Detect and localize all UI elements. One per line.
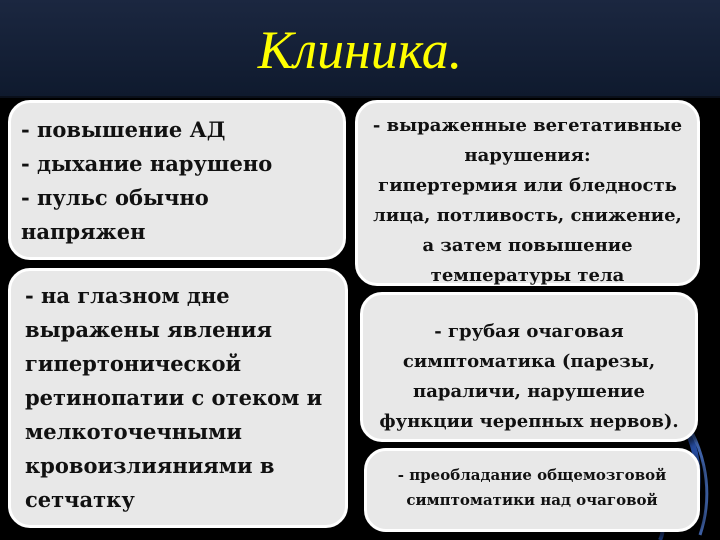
- symptoms-card-focal: - грубая очаговая симптоматика (парезы, параличи, нарушение функции черепных нервов).: [360, 292, 698, 442]
- slide-title: Клиника.: [257, 20, 463, 80]
- title-bar: [0, 0, 720, 98]
- symptoms-card-blood-pressure: - повышение АД - дыхание нарушено - пульс обычно напряжен: [8, 100, 346, 260]
- symptoms-card-general-cerebral: - преобладание общемозговой симптоматики над очаговой: [364, 448, 700, 532]
- symptoms-card-retinopathy: - на глазном дне выражены явления гипертонической ретинопатии с отеком и мелкоточечными кровоизлияниями в сетчатку: [8, 268, 348, 528]
- symptoms-card-vegetative: - выраженные вегетативные нарушения: гипертермия или бледность лица, потливость, снижение, а затем повышение температуры тела: [355, 100, 700, 286]
